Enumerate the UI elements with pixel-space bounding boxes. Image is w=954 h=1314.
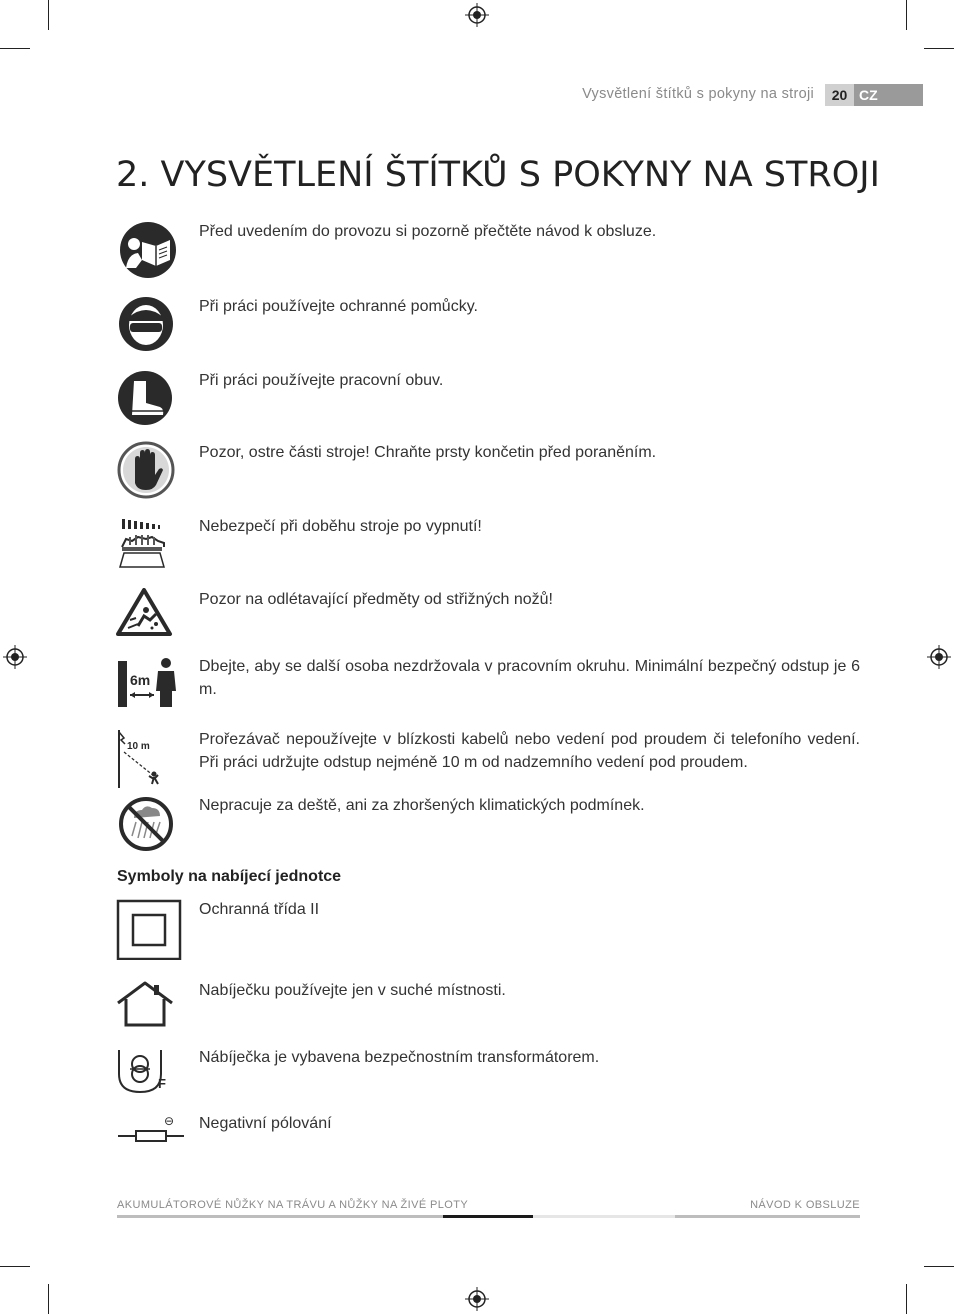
indoor-use-icon <box>116 979 178 1029</box>
page-title: 2. VYSVĚTLENÍ ŠTÍTKŮ S POKYNY NA STROJI <box>116 155 880 195</box>
label-item-text: Pozor, ostre části stroje! Chraňte prsty končetin před poraněním. <box>199 444 657 461</box>
label-item <box>116 369 860 429</box>
running-header-title: Vysvětlení štítků s pokyny na stroji <box>582 86 814 102</box>
label-item-text: Před uvedením do provozu si pozorně přečtěte návod k obsluze. <box>199 223 657 240</box>
label-item-text: Prořezávač nepoužívejte v blízkosti kabelů nebo vedení pod proudem či telefoního vedení. Při práci udržujte odstup nejméně 10 m od nadzemního vedení pod proudem. <box>199 731 860 771</box>
charger-symbol-text: Nábíječka je vybavena bezpečnostním transformátorem. <box>199 1049 600 1066</box>
blade-rundown-icon <box>116 515 178 573</box>
charger-symbol-item <box>116 1046 860 1096</box>
label-item <box>116 794 860 854</box>
label-item <box>116 441 860 501</box>
flying-objects-warning-icon <box>116 588 178 646</box>
charger-symbol-item <box>116 1112 860 1152</box>
power-line-distance-icon <box>116 728 178 790</box>
safety-transformer-icon <box>116 1046 178 1096</box>
label-item-text: Pozor na odlétavající předměty od střižných nožů! <box>199 591 553 608</box>
language-badge: CZ <box>854 84 923 106</box>
label-item <box>116 655 860 715</box>
charger-symbol-text: Negativní pólování <box>199 1115 332 1132</box>
no-rain-icon <box>116 794 178 852</box>
label-item-text: Při práci používejte ochranné pomůcky. <box>199 298 478 315</box>
footer-product-name: AKUMULÁTOROVÉ NŮŽKY NA TRÁVU A NŮŽKY NA ŽIVÉ PLOTY <box>117 1199 469 1211</box>
crop-mark <box>0 1266 30 1267</box>
protection-class-ii-icon <box>116 898 182 960</box>
label-item-text: Nepracuje za deště, ani za zhoršených klimatických podmínek. <box>199 797 645 814</box>
registration-mark-icon <box>927 645 951 669</box>
safety-distance-icon <box>116 655 178 713</box>
minus-symbol: ⊖ <box>164 1114 175 1128</box>
read-manual-icon <box>116 220 178 278</box>
charger-symbol-text: Ochranná třída II <box>199 901 320 918</box>
crop-mark <box>906 1284 907 1314</box>
footer-rule <box>533 1215 675 1218</box>
label-item <box>116 220 860 280</box>
crop-mark <box>48 0 49 30</box>
hand-protection-icon <box>116 441 178 499</box>
protective-gear-icon <box>116 295 178 353</box>
crop-mark <box>0 48 30 49</box>
fuse-label: F <box>158 1076 166 1091</box>
safety-boots-icon <box>116 369 178 427</box>
registration-mark-icon <box>465 3 489 27</box>
page-number: 20 <box>825 84 854 106</box>
registration-mark-icon <box>3 645 27 669</box>
footer-manual-label: NÁVOD K OBSLUZE <box>750 1199 860 1211</box>
negative-polarity-icon <box>116 1112 186 1146</box>
charger-symbol-item <box>116 898 860 962</box>
charger-symbol-text: Nabíječku používejte jen v suché místnosti. <box>199 982 506 999</box>
label-item <box>116 728 860 790</box>
label-item <box>116 295 860 355</box>
charger-symbol-item <box>116 979 860 1029</box>
distance-label: 6m <box>130 672 151 688</box>
footer-rule <box>675 1215 860 1218</box>
crop-mark <box>906 0 907 30</box>
crop-mark <box>48 1284 49 1314</box>
label-item <box>116 515 860 575</box>
footer-rule <box>443 1215 533 1218</box>
crop-mark <box>924 48 954 49</box>
label-item-text: Dbejte, aby se další osoba nezdržovala v pracovním okruhu. Minimální bezpečný odstup je 6 m. <box>199 658 860 698</box>
distance-label: 10 m <box>127 741 150 752</box>
label-item <box>116 588 860 648</box>
label-item-text: Nebezpečí při doběhu stroje po vypnutí! <box>199 518 482 535</box>
crop-mark <box>924 1266 954 1267</box>
registration-mark-icon <box>465 1287 489 1311</box>
footer-rule <box>117 1215 443 1218</box>
label-item-text: Při práci používejte pracovní obuv. <box>199 372 444 389</box>
charger-symbols-heading: Symboly na nabíjecí jednotce <box>117 868 342 885</box>
